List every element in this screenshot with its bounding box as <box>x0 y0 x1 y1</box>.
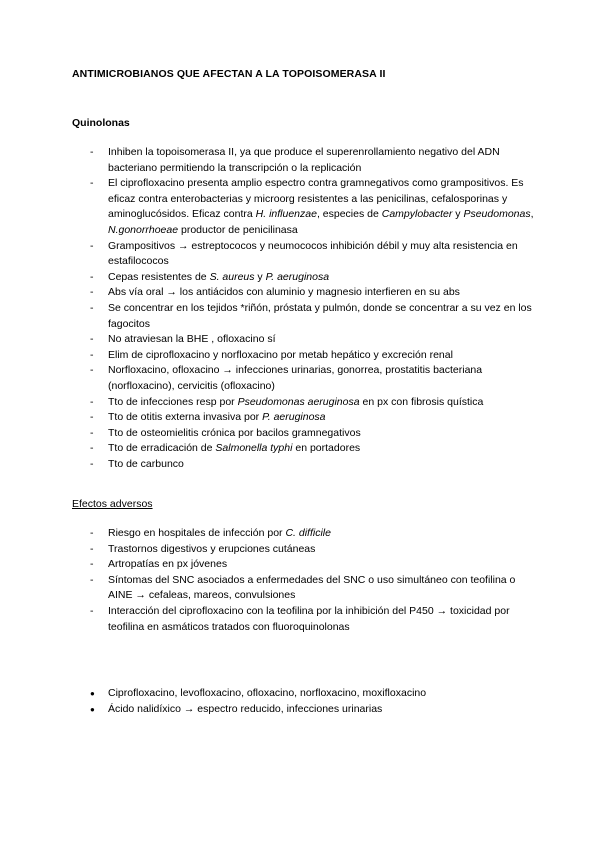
list-item: - Interacción del ciprofloxacino con la teofilina por la inhibición del P450 → toxicidad por teofilina en asmáticos tratados con fluoroquinolonas <box>90 604 540 635</box>
list-item: ● Ciprofloxacino, levofloxacino, ofloxacino, norfloxacino, moxifloxacino <box>90 686 540 702</box>
list-item: - Inhiben la topoisomerasa II, ya que produce el superenrollamiento negativo del ADN bacteriano permitiendo la transcripción o la replicación <box>90 145 540 176</box>
list-item: - Artropatías en px jóvenes <box>90 557 540 573</box>
list-item: - Riesgo en hospitales de infección por C. difficile <box>90 526 540 542</box>
drug-bullet-list <box>90 686 540 717</box>
list-item: - Tto de erradicación de Salmonella typhi en portadores <box>90 441 540 457</box>
list-item: ● Ácido nalidíxico → espectro reducido, infecciones urinarias <box>90 702 540 718</box>
list-item: - Tto de otitis externa invasiva por P. aeruginosa <box>90 410 540 426</box>
list-item: - Cepas resistentes de S. aureus y P. aeruginosa <box>90 270 540 286</box>
list-item: - Tto de infecciones resp por Pseudomonas aeruginosa en px con fibrosis quística <box>90 395 540 411</box>
list-item: - Elim de ciprofloxacino y norfloxacino por metab hepático y excreción renal <box>90 348 540 364</box>
list-item: - Tto de carbunco <box>90 457 540 473</box>
list-item: - Norfloxacino, ofloxacino → infecciones urinarias, gonorrea, prostatitis bacteriana (norfloxacino), cervicitis (ofloxacino) <box>90 363 540 394</box>
list-item: - Síntomas del SNC asociados a enfermedades del SNC o uso simultáneo con teofilina o AINE → cefaleas, mareos, convulsiones <box>90 573 540 604</box>
list-item: - Grampositivos → estreptococos y neumococos inhibición débil y muy alta resistencia en estafilococos <box>90 239 540 270</box>
list-item: - No atraviesan la BHE , ofloxacino sí <box>90 332 540 348</box>
efectos-adversos-list <box>90 526 540 635</box>
list-item: - Trastornos digestivos y erupciones cutáneas <box>90 542 540 558</box>
list-item: - Se concentrar en los tejidos *riñón, próstata y pulmón, donde se concentrar a su vez en los fagocitos <box>90 301 540 332</box>
quinolonas-list <box>90 145 540 472</box>
section-heading-efectos-adversos: Efectos adversos <box>72 498 153 510</box>
list-item: - Tto de osteomielitis crónica por bacilos gramnegativos <box>90 426 540 442</box>
list-item: - El ciprofloxacino presenta amplio espectro contra gramnegativos como grampositivos. Es eficaz contra enterobacterias y microorg resistentes a las penicilinas, cefalosporinas y aminoglucósidos. Eficaz contra H. influenzae, especies de Campylobacter y Pseudomonas, N.gonorrhoeae productor de penicilinasa <box>90 176 540 238</box>
section-heading-quinolonas: Quinolonas <box>72 117 130 129</box>
document-title: ANTIMICROBIANOS QUE AFECTAN A LA TOPOISOMERASA II <box>72 68 386 80</box>
list-item: - Abs vía oral → los antiácidos con aluminio y magnesio interfieren en su abs <box>90 285 540 301</box>
